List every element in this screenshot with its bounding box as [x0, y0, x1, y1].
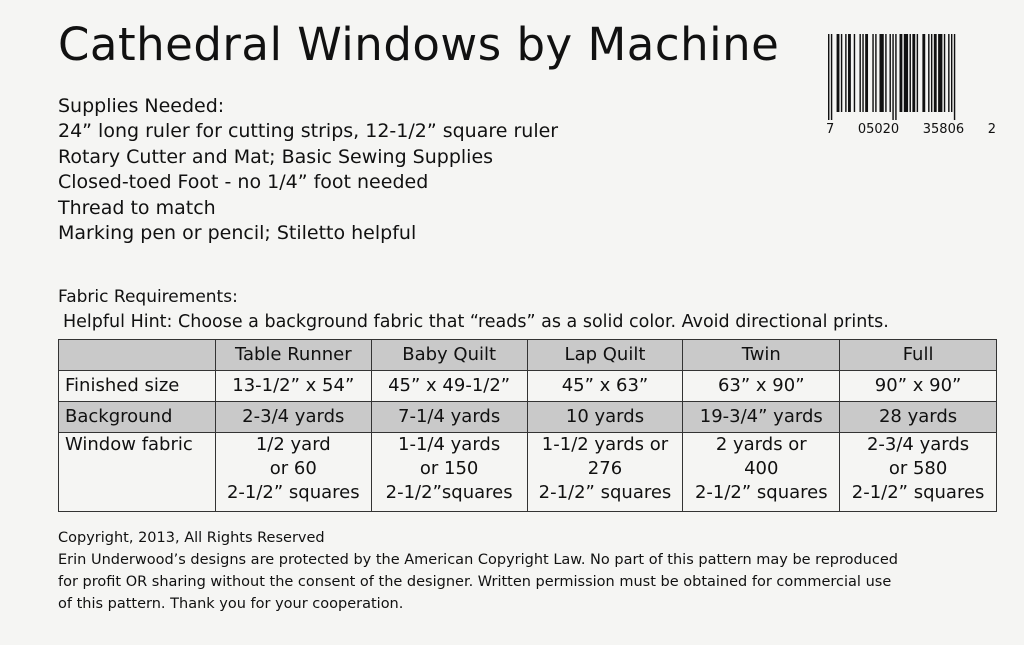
cell-line: or 150: [419, 458, 479, 479]
table-row: [59, 371, 997, 402]
cell-line: 2-3/4 yards: [866, 434, 970, 455]
table-cell: 7-1/4 yards: [371, 402, 527, 433]
barcode-bar: [944, 34, 945, 112]
column-header: Table Runner: [215, 340, 371, 371]
cell-line: 2-1/2” squares: [694, 482, 828, 503]
barcode-bar: [837, 34, 840, 112]
barcode-bar: [948, 34, 949, 112]
table-cell: 45” x 63”: [527, 371, 683, 402]
copyright-notice: [58, 527, 898, 615]
barcode-bar: [841, 34, 842, 112]
barcode-digit-group: 2: [987, 122, 996, 137]
barcode-bar: [934, 34, 937, 112]
supply-item: 24” long ruler for cutting strips, 12-1/2” square ruler: [58, 120, 559, 143]
table-cell: [527, 433, 683, 512]
column-header: Lap Quilt: [527, 340, 683, 371]
barcode-bar: [892, 34, 893, 120]
table-row: [59, 433, 997, 512]
barcode-bar: [938, 34, 942, 112]
fabric-heading: Fabric Requirements:: [58, 287, 238, 307]
supply-item: Marking pen or pencil; Stiletto helpful: [58, 222, 417, 245]
cell-line: 1-1/4 yards: [398, 434, 501, 455]
fabric-requirements-table: [58, 339, 997, 512]
barcode-bar: [828, 34, 829, 120]
copyright-line: Copyright, 2013, All Rights Reserved: [58, 530, 325, 546]
supply-item: Thread to match: [58, 196, 216, 219]
supplies-section: [58, 94, 558, 246]
table-cell: 10 yards: [527, 402, 683, 433]
fabric-hint: Helpful Hint: Choose a background fabric that “reads” as a solid color. Avoid directional prints.: [63, 312, 889, 332]
barcode-bar: [895, 34, 896, 120]
barcode-bar: [951, 34, 952, 112]
table-cell: [215, 433, 371, 512]
cell-line: 2-1/2” squares: [226, 482, 360, 503]
cell-line: 276: [587, 458, 623, 479]
cell-line: or 580: [888, 458, 948, 479]
barcode-bar: [845, 34, 846, 112]
barcode-bar: [885, 34, 886, 112]
table-cell: 90” x 90”: [840, 371, 997, 402]
barcode-bar: [879, 34, 883, 112]
row-label: Window fabric: [59, 433, 216, 512]
barcode-bar: [904, 34, 908, 112]
column-header: Twin: [683, 340, 840, 371]
barcode: [826, 34, 1000, 137]
barcode-bar: [831, 34, 832, 120]
supply-item: Rotary Cutter and Mat; Basic Sewing Supplies: [58, 145, 494, 168]
cell-line: 1-1/2 yards or: [541, 434, 669, 455]
row-label: Background: [59, 402, 216, 433]
table-header-row: [59, 340, 997, 371]
barcode-bar: [872, 34, 873, 112]
barcode-bars: [826, 34, 1000, 120]
barcode-digits: [826, 122, 1000, 137]
column-header: [59, 340, 216, 371]
supplies-heading: Supplies Needed:: [58, 95, 225, 117]
barcode-bar: [910, 34, 911, 112]
supply-item: Closed-toed Foot - no 1/4” foot needed: [58, 171, 429, 194]
table-cell: 2-3/4 yards: [215, 402, 371, 433]
barcode-bar: [900, 34, 903, 112]
barcode-bar: [862, 34, 863, 112]
page-title: Cathedral Windows by Machine: [58, 18, 780, 71]
row-label: Finished size: [59, 371, 216, 402]
table-cell: [371, 433, 527, 512]
table-cell: 19-3/4” yards: [683, 402, 840, 433]
cell-line: 2-1/2” squares: [851, 482, 985, 503]
column-header: Full: [840, 340, 997, 371]
cell-line: or 60: [269, 458, 317, 479]
barcode-bar: [865, 34, 868, 112]
table-row: [59, 402, 997, 433]
cell-line: 400: [744, 458, 779, 479]
barcode-bar: [875, 34, 876, 112]
barcode-bar: [928, 34, 929, 112]
barcode-bar: [922, 34, 925, 112]
table-cell: 63” x 90”: [683, 371, 840, 402]
cell-line: 2-1/2”squares: [385, 482, 513, 503]
barcode-bar: [848, 34, 851, 112]
table-cell: [683, 433, 840, 512]
barcode-bar: [912, 34, 915, 112]
barcode-bar: [854, 34, 855, 112]
barcode-bar: [917, 34, 918, 112]
table-cell: 45” x 49-1/2”: [371, 371, 527, 402]
column-header: Baby Quilt: [371, 340, 527, 371]
barcode-digit-group: 7: [826, 122, 835, 137]
barcode-digit-group: 35806: [922, 122, 965, 137]
barcode-bar: [859, 34, 860, 112]
table-cell: 28 yards: [840, 402, 997, 433]
barcode-bar: [931, 34, 932, 112]
barcode-bar: [889, 34, 890, 112]
table-cell: 13-1/2” x 54”: [215, 371, 371, 402]
cell-line: 2-1/2” squares: [538, 482, 672, 503]
copyright-line: of this pattern. Thank you for your cooperation.: [58, 596, 404, 612]
table-cell: [840, 433, 997, 512]
cell-line: 2 yards or: [715, 434, 807, 455]
barcode-bar: [954, 34, 955, 120]
barcode-digit-group: 05020: [857, 122, 900, 137]
copyright-line: Erin Underwood’s designs are protected by the American Copyright Law. No part of this pattern may be reproduced: [58, 552, 898, 568]
cell-line: 1/2 yard: [255, 434, 331, 455]
copyright-line: for profit OR sharing without the consent of the designer. Written permission must be obtained for commercial use: [58, 574, 892, 590]
